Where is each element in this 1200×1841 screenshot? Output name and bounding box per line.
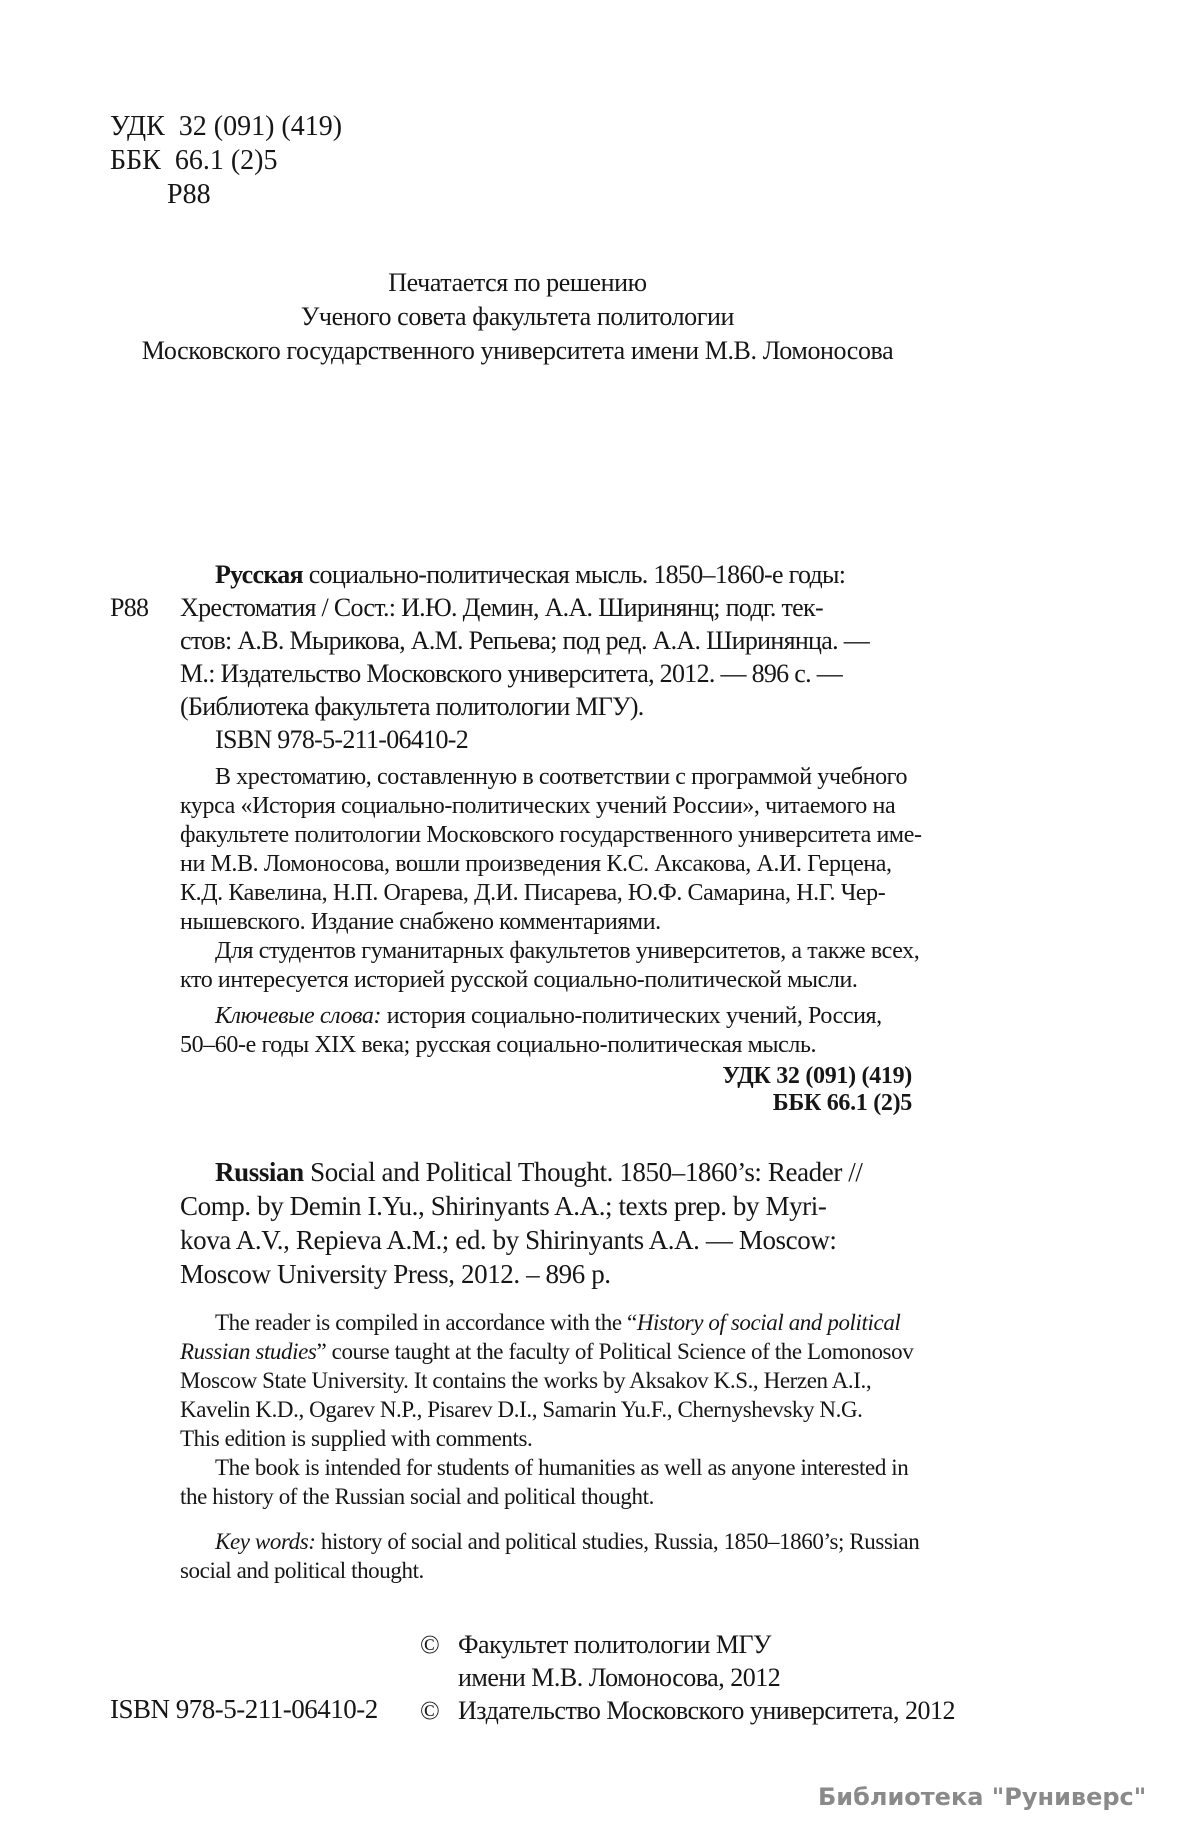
en-abstract-p1-l1-pre: The reader is compiled in accordance with the “ <box>215 1310 637 1335</box>
copyright-symbol-2: © <box>420 1696 440 1725</box>
en-keywords <box>180 1527 940 1585</box>
ru-abstract <box>180 763 940 995</box>
ru-keywords-l1 <box>180 1002 940 1031</box>
en-abstract-p1-l3: Moscow State University. It contains the works by Aksakov K.S., Herzen A.I., <box>180 1368 872 1393</box>
en-abstract-p2-l1: The book is intended for students of humanities as well as anyone interested in <box>215 1455 909 1480</box>
udc-label: УДК <box>110 111 165 142</box>
en-bib-line-3: kova A.V., Repieva A.M.; ed. by Shirinyants A.A. — Moscow: <box>180 1225 837 1255</box>
ru-abstract-p1-l1: В хрестоматию, составленную в соответствии с программой учебного <box>215 764 908 790</box>
copyright-publisher <box>420 1694 955 1727</box>
udc-code <box>110 110 342 144</box>
ru-bib-title-lead: Русская <box>215 560 303 589</box>
rubric-code-margin: Р88 <box>110 593 149 622</box>
copyright-publisher-text: Издательство Московского университета, 2012 <box>458 1696 955 1725</box>
ru-bib-line-4: М.: Издательство Московского университета, 2012. — 896 с. — <box>180 659 843 688</box>
en-bib-title-line <box>110 1155 970 1189</box>
ru-keywords-label: Ключевые слова: <box>215 1003 382 1029</box>
en-bib-line-4: Moscow University Press, 2012. – 896 p. <box>180 1259 611 1289</box>
copyright-faculty <box>420 1628 955 1661</box>
en-abstract-p1-l2-rest: ” course taught at the faculty of Political Science of the Lomonosov <box>316 1339 914 1364</box>
copyright-faculty-text: Факультет политологии МГУ <box>458 1630 771 1659</box>
bbk-code-right: ББК 66.1 (2)5 <box>772 1090 912 1116</box>
ru-abstract-p1-l5: К.Д. Кавелина, Н.П. Огарева, Д.И. Писарева, Ю.Ф. Самарина, Н.Г. Чер- <box>180 880 886 906</box>
copyright-block <box>420 1628 955 1727</box>
en-abstract-p1-l4: Kavelin K.D., Ogarev N.P., Pisarev D.I., Samarin Yu.F., Chernyshevsky N.G. <box>180 1397 863 1422</box>
bbk-code <box>110 144 342 178</box>
en-abstract-p2-l2: the history of the Russian social and political thought. <box>180 1484 654 1509</box>
ru-abstract-p2-l1: Для студентов гуманитарных факультетов университетов, а также всех, <box>215 938 920 964</box>
copyright-faculty-text2: имени М.В. Ломоносова, 2012 <box>458 1663 781 1692</box>
ru-bib-line-2 <box>110 591 970 624</box>
udc-code-right: УДК 32 (091) (419) <box>722 1063 912 1089</box>
en-keywords-l1-text: history of social and political studies, Russia, 1850–1860’s; Russian <box>315 1529 920 1554</box>
ru-keywords <box>180 1002 940 1060</box>
ru-abstract-p1-l4: ни М.В. Ломоносова, вошли произведения К.С. Аксакова, А.И. Герцена, <box>180 851 892 877</box>
ru-bib-entry <box>110 558 970 756</box>
ru-abstract-p1-l2: курса «История социально-политических учений России», читаемого на <box>180 793 896 819</box>
en-abstract-p1-l2-italic: Russian studies <box>180 1339 317 1364</box>
ru-abstract-p2-l2: кто интересуется историей русской социально-политической мысли. <box>180 967 858 993</box>
en-abstract <box>180 1308 940 1511</box>
en-abstract-p1-l2 <box>180 1337 940 1366</box>
en-bib-title-rest: Social and Political Thought. 1850–1860’s: Reader // <box>303 1157 863 1187</box>
ru-bib-title-line <box>110 558 970 591</box>
isbn-entry: ISBN 978-5-211-06410-2 <box>215 725 469 754</box>
en-keywords-l1 <box>180 1527 940 1556</box>
en-abstract-p1-l1 <box>180 1308 940 1337</box>
classification-codes-top <box>110 110 342 212</box>
en-bib-line-2: Comp. by Demin I.Yu., Shirinyants A.A.; texts prep. by Myri- <box>180 1191 827 1221</box>
library-watermark: Библиотека "Руниверс" <box>818 1783 1147 1811</box>
ru-bib-title-rest: социально-политическая мысль. 1850–1860-е годы: <box>302 560 846 589</box>
udc-value: 32 (091) (419) <box>178 111 343 142</box>
isbn-bottom: ISBN 978-5-211-06410-2 <box>110 1694 378 1724</box>
approval-line-1: Печатается по решению <box>388 268 647 297</box>
copyright-faculty-line2 <box>420 1661 955 1694</box>
ru-bib-line-5: (Библиотека факультета политологии МГУ). <box>180 692 644 721</box>
en-abstract-p1-l1-italic: History of social and political <box>636 1310 901 1335</box>
en-bib-title-lead: Russian <box>215 1157 304 1187</box>
copyright-symbol: © <box>420 1630 440 1659</box>
classification-codes-right <box>110 1063 912 1117</box>
rubric-code: Р88 <box>167 179 211 210</box>
en-keywords-l2: social and political thought. <box>180 1558 424 1583</box>
en-bib-entry <box>110 1155 970 1291</box>
approval-note <box>110 266 925 368</box>
en-keywords-label: Key words: <box>215 1529 316 1554</box>
ru-bib-line-2-text: Хрестоматия / Сост.: И.Ю. Демин, А.А. Ширинянц; подг. тек- <box>180 593 823 622</box>
ru-keywords-l1-text: история социально-политических учений, Россия, <box>381 1003 882 1029</box>
ru-bib-line-3: стов: А.В. Мырикова, А.М. Репьева; под ред. А.А. Ширинянца. — <box>180 626 869 655</box>
bbk-value: 66.1 (2)5 <box>174 145 278 176</box>
ru-keywords-l2: 50–60-е годы XIX века; русская социально-политическая мысль. <box>180 1032 817 1058</box>
ru-abstract-p1-l3: факультете политологии Московского государственного университета име- <box>180 822 922 848</box>
ru-abstract-p1-l6: нышевского. Издание снабжено комментариями. <box>180 909 661 935</box>
approval-line-3: Московского государственного университета имени М.В. Ломоносова <box>141 336 894 365</box>
bbk-label: ББК <box>110 145 161 176</box>
approval-line-2: Ученого совета факультета политологии <box>300 302 735 331</box>
en-abstract-p1-l5: This edition is supplied with comments. <box>180 1426 533 1451</box>
